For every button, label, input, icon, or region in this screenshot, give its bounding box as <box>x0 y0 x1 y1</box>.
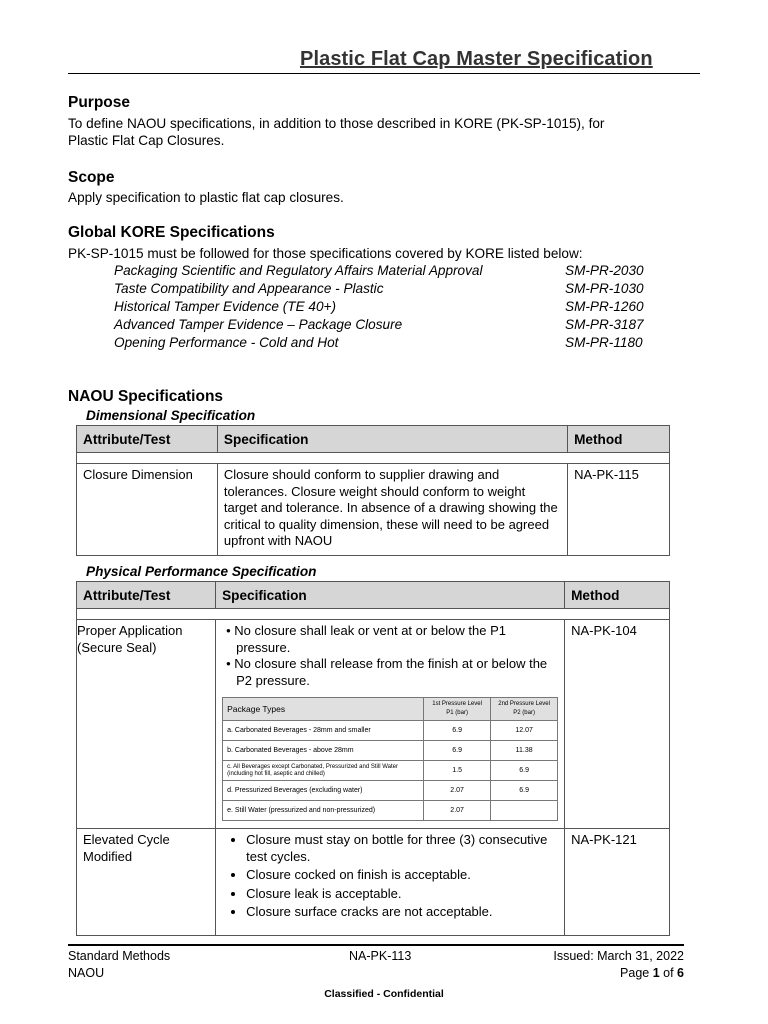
dimensional-table <box>76 425 670 556</box>
kore-item-name: Historical Tamper Evidence (TE 40+) <box>114 299 336 314</box>
attribute-cell: Elevated Cycle Modified <box>77 829 216 936</box>
kore-item-name: Advanced Tamper Evidence – Package Closure <box>114 317 403 332</box>
method-cell: NA-PK-115 <box>568 464 670 556</box>
kore-item <box>114 262 654 280</box>
footer-left-2: NAOU <box>68 966 105 980</box>
pressure-row <box>223 721 558 741</box>
pressure-row <box>223 781 558 801</box>
purpose-line-1: To define NAOU specifications, in addition to those described in KORE (PK-SP-1015), for <box>68 116 605 131</box>
bullet-item: • Closure leak is acceptable. <box>246 886 558 903</box>
package-type: a. Carbonated Beverages - 28mm and smaller <box>223 721 424 741</box>
scope-heading: Scope <box>68 169 115 186</box>
kore-item <box>114 298 654 316</box>
header-method: Method <box>565 582 670 609</box>
kore-item <box>114 280 654 298</box>
bullet-item: • Closure surface cracks are not acceptable. <box>246 904 558 921</box>
kore-intro: PK-SP-1015 must be followed for those specifications covered by KORE listed below: <box>68 246 583 261</box>
specification-cell: Closure should conform to supplier drawing and tolerances. Closure weight should conform to weight target and tolerance. In absence of a drawing showing the critical to quality dimension, these will need to be agreed upfront with NAOU <box>217 464 567 556</box>
p1-value: 2.07 <box>424 781 491 801</box>
footer-left-1: Standard Methods <box>68 949 171 963</box>
pressure-row <box>223 741 558 761</box>
physical-table <box>76 581 670 936</box>
table-header-row <box>77 426 670 453</box>
p2-value: 6.9 <box>491 761 558 781</box>
p2-header: 2nd Pressure Level P2 (bar) <box>491 698 558 721</box>
physical-subheading: Physical Performance Specification <box>86 564 317 579</box>
kore-item-name: Taste Compatibility and Appearance - Plastic <box>114 281 384 296</box>
scope-text: Apply specification to plastic flat cap closures. <box>68 190 344 205</box>
method-cell: NA-PK-104 <box>565 620 670 829</box>
purpose-heading: Purpose <box>68 94 131 111</box>
footer-divider <box>68 944 684 946</box>
header-specification: Specification <box>217 426 567 453</box>
header-method: Method <box>568 426 670 453</box>
package-types-header: Package Types <box>223 698 424 721</box>
method-cell: NA-PK-121 <box>565 829 670 936</box>
bullet-item: • No closure shall leak or vent at or below the P1 pressure. <box>226 623 506 655</box>
kore-item-code: SM-PR-1180 <box>565 335 643 350</box>
p1-value: 6.9 <box>424 741 491 761</box>
kore-item-name: Packaging Scientific and Regulatory Affairs Material Approval <box>114 263 483 278</box>
kore-item-code: SM-PR-3187 <box>565 317 644 332</box>
document-title: Plastic Flat Cap Master Specification <box>300 48 653 70</box>
bullet-item: • No closure shall release from the finish at or below the P2 pressure. <box>226 656 548 688</box>
title-divider <box>68 73 700 74</box>
bullet-item: • Closure must stay on bottle for three (3) consecutive test cycles. <box>246 832 558 865</box>
kore-item-code: SM-PR-2030 <box>565 263 644 278</box>
kore-item <box>114 334 654 352</box>
footer-page-number: Page 1 of 6 <box>620 966 684 980</box>
package-type: c. All Beverages except Carbonated, Pressurized and Still Water (including hot fill, aseptic and chilled) <box>223 761 424 781</box>
p2-value: 12.07 <box>491 721 558 741</box>
table-row <box>77 464 670 556</box>
pressure-row <box>223 761 558 781</box>
pressure-header-row <box>223 698 558 721</box>
footer-issued: Issued: March 31, 2022 <box>553 949 684 963</box>
footer-doc-code: NA-PK-113 <box>349 949 412 963</box>
p2-value: 11.38 <box>491 741 558 761</box>
package-type: d. Pressurized Beverages (excluding water) <box>223 781 424 801</box>
table-row <box>77 829 670 936</box>
package-type: e. Still Water (pressurized and non-pressurized) <box>223 801 424 821</box>
header-attribute: Attribute/Test <box>77 426 218 453</box>
kore-item-code: SM-PR-1030 <box>565 281 644 296</box>
kore-heading: Global KORE Specifications <box>68 224 275 241</box>
table-row <box>77 620 670 829</box>
specification-cell <box>216 829 565 936</box>
header-attribute: Attribute/Test <box>77 582 216 609</box>
naou-heading: NAOU Specifications <box>68 388 224 405</box>
p2-value: 6.9 <box>491 781 558 801</box>
kore-item-name: Opening Performance - Cold and Hot <box>114 335 339 350</box>
pressure-table <box>222 697 558 821</box>
dimensional-subheading: Dimensional Specification <box>86 408 256 423</box>
header-specification: Specification <box>216 582 565 609</box>
specification-cell <box>216 620 565 829</box>
p1-value: 2.07 <box>424 801 491 821</box>
pressure-row <box>223 801 558 821</box>
bullet-item: • Closure cocked on finish is acceptable. <box>246 867 558 884</box>
p1-value: 1.5 <box>424 761 491 781</box>
kore-item <box>114 316 654 334</box>
attribute-cell: Proper Application (Secure Seal) <box>77 620 216 829</box>
purpose-line-2: Plastic Flat Cap Closures. <box>68 133 225 148</box>
p1-header: 1st Pressure Level P1 (bar) <box>424 698 491 721</box>
p1-value: 6.9 <box>424 721 491 741</box>
attribute-cell: Closure Dimension <box>77 464 218 556</box>
p2-value <box>491 801 558 821</box>
classification-label: Classified - Confidential <box>324 988 444 1000</box>
table-header-row <box>77 582 670 609</box>
package-type: b. Carbonated Beverages - above 28mm <box>223 741 424 761</box>
kore-item-code: SM-PR-1260 <box>565 299 644 314</box>
